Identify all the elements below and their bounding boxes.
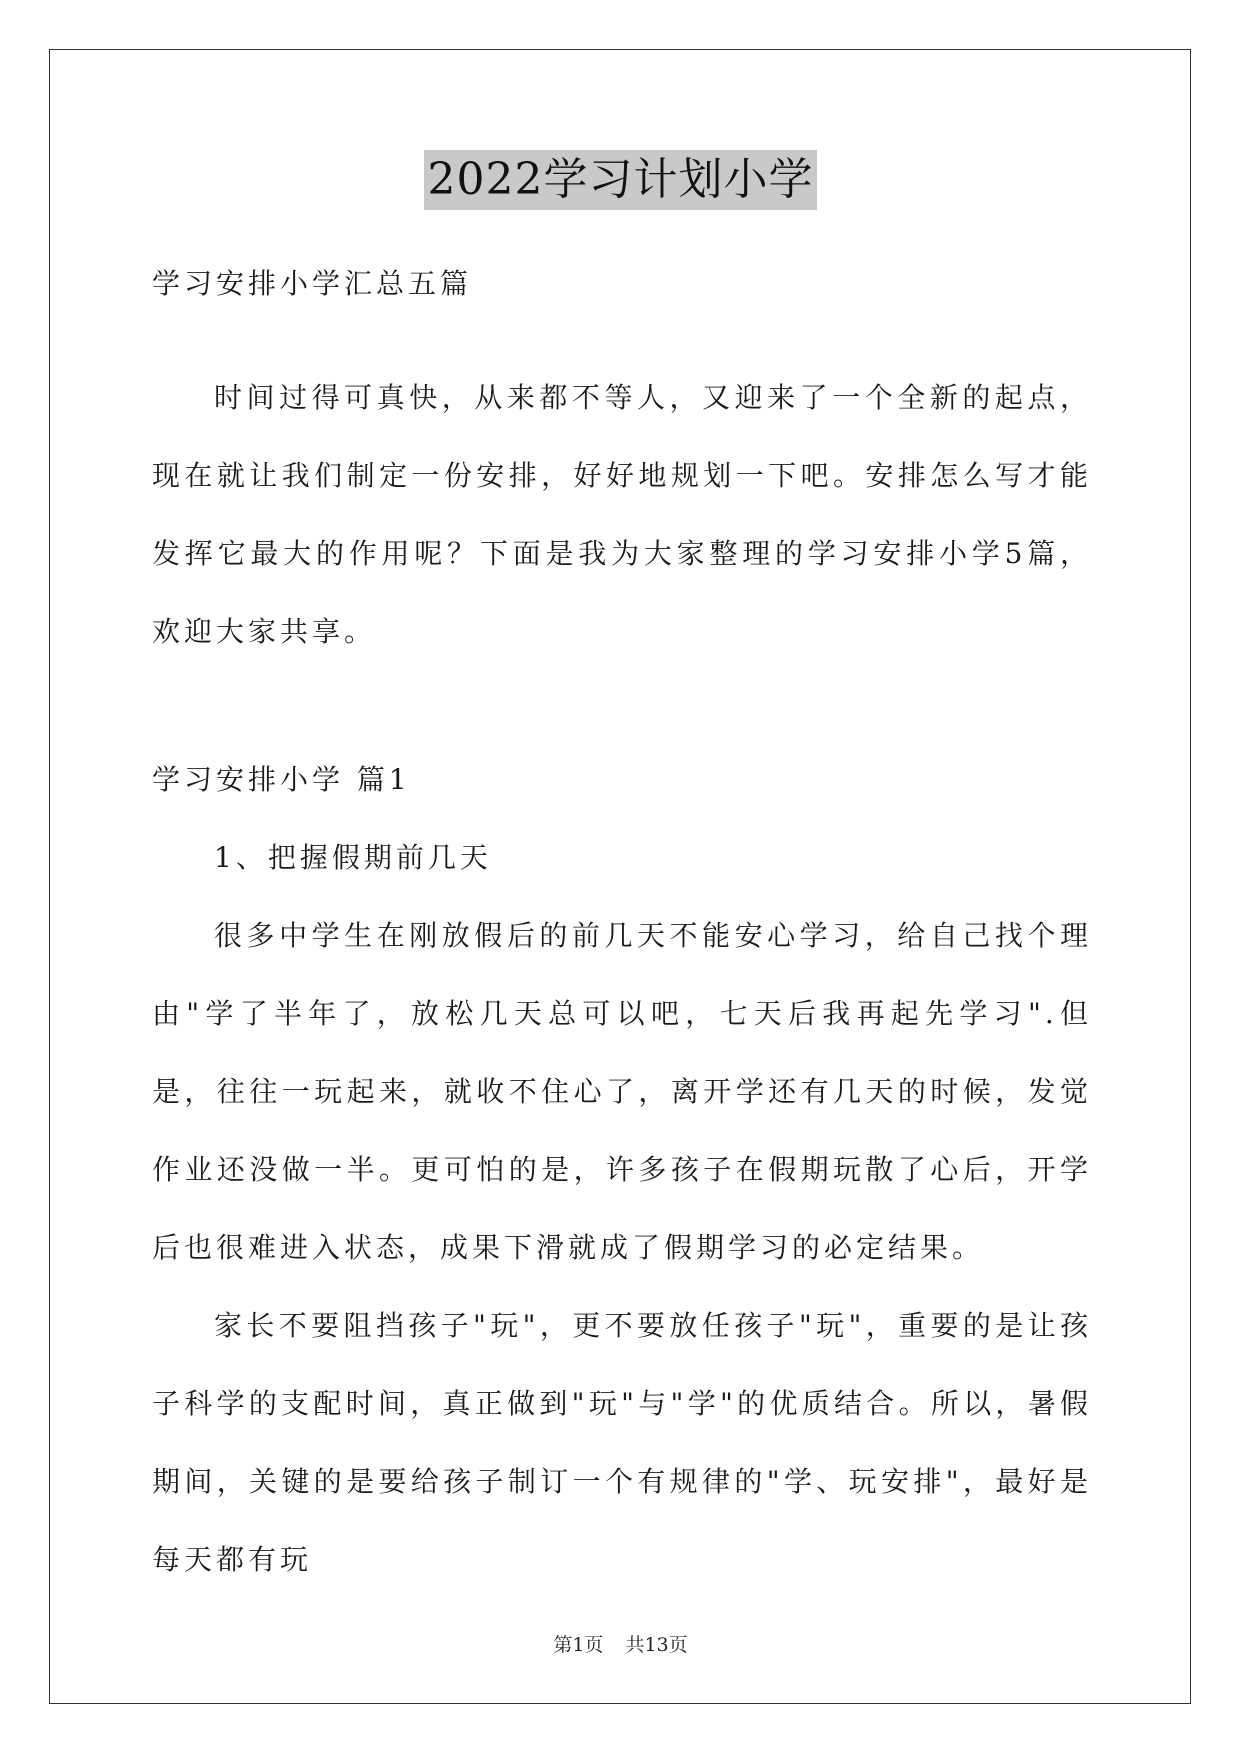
page-footer xyxy=(0,1630,1241,1657)
page-number: 第1页 xyxy=(553,1634,604,1656)
title-container xyxy=(0,150,1241,210)
document-subtitle: 学习安排小学汇总五篇 xyxy=(152,267,473,300)
document-body xyxy=(152,245,1092,1599)
body-paragraph-1: 很多中学生在刚放假后的前几天不能安心学习，给自己找个理由"学了半年了，放松几天总可以吧，七天后我再起先学习".但是，往往一玩起来，就收不住心了，离开学还有几天的时候，发觉作业还没做一半。更可怕的是，许多孩子在假期玩散了心后，开学后也很难进入状态，成果下滑就成了假期学习的必定结果。 xyxy=(152,919,1092,1264)
body-paragraph-2: 家长不要阻挡孩子"玩"，更不要放任孩子"玩"，重要的是让孩子科学的支配时间，真正做到"玩"与"学"的优质结合。所以，暑假期间，关键的是要给孩子制订一个有规律的"学、玩安排"，最好是每天都有玩 xyxy=(152,1309,1092,1576)
page-total: 共13页 xyxy=(625,1634,688,1656)
document-title: 2022学习计划小学 xyxy=(424,150,818,210)
section-heading: 学习安排小学 篇1 xyxy=(152,763,411,796)
item-heading: 1、把握假期前几天 xyxy=(214,841,492,874)
intro-paragraph: 时间过得可真快，从来都不等人，又迎来了一个全新的起点，现在就让我们制定一份安排，好好地规划一下吧。安排怎么写才能发挥它最大的作用呢？下面是我为大家整理的学习安排小学5篇，欢迎大家共享。 xyxy=(152,381,1092,648)
